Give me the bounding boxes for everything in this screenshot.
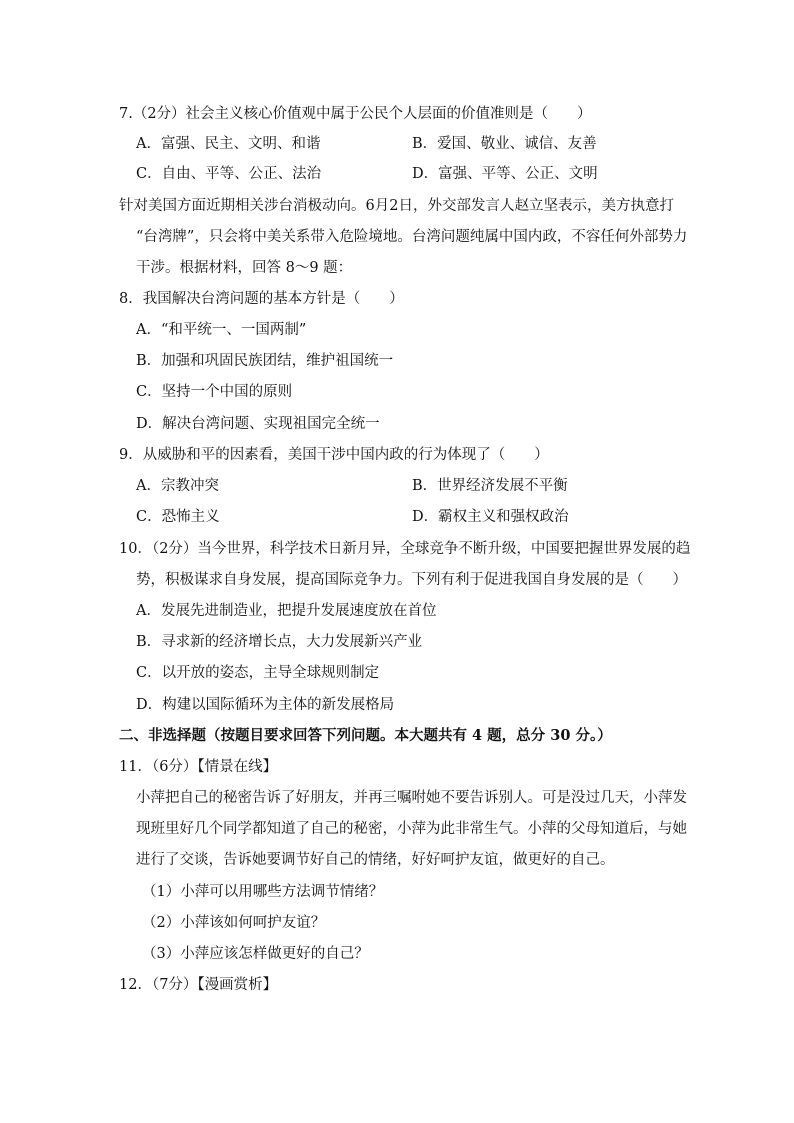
q7-option-b: B．爱国、敬业、诚信、友善 [412,136,597,152]
q7-option-d: D．富强、平等、公正、文明 [412,166,598,182]
q11-subquestion-2: （2）小萍该如何呵护友谊？ [142,915,326,931]
q12-header: 12．（7分）【漫画赏析】 [119,977,278,993]
q10-stem-line-2: 势，积极谋求自身发展，提高国际竞争力。下列有利于促进我国自身发展的是（ ） [136,572,687,588]
material-line-1: 针对美国方面近期相关涉台消极动向。6月2日，外交部发言人赵立坚表示，美方执意打 [119,198,674,214]
q11-subquestion-3: （3）小萍应该怎样做更好的自己？ [142,946,369,962]
q9-option-c: C．恐怖主义 [136,509,220,525]
q10-option-c: C．以开放的姿态，主导全球规则制定 [136,665,380,681]
q10-stem-line-1: 10．（2分）当今世界，科学技术日新月异，全球竞争不断升级，中国要把握世界发展的趋 [119,541,691,557]
q11-header: 11．（6分）【情景在线】 [119,759,278,775]
q7-stem: 7.（2分）社会主义核心价值观中属于公民个人层面的价值准则是（ ） [119,106,592,122]
q10-option-a: A．发展先进制造业，把提升发展速度放在首位 [136,603,437,619]
q11-paragraph-line-1: 小萍把自己的秘密告诉了好朋友，并再三嘱咐她不要告诉别人。可是没过几天，小萍发 [136,790,687,806]
material-line-2: “台湾牌”，只会将中美关系带入危险境地。台湾问题纯属中国内政，不容任何外部势力 [136,229,688,245]
q9-stem: 9．从威胁和平的因素看，美国干涉中国内政的行为体现了（ ） [119,447,549,463]
q8-option-b: B．加强和巩固民族团结，维护祖国统一 [136,353,394,369]
section-heading: 二、非选择题（按题目要求回答下列问题。本大题共有 4 题，总分 30 分。） [119,727,612,744]
q9-option-a: A．宗教冲突 [136,478,219,494]
q7-option-c: C．自由、平等、公正、法治 [136,166,322,182]
q11-subquestion-1: （1）小萍可以用哪些方法调节情绪？ [142,884,384,900]
q8-option-d: D．解决台湾问题、实现祖国完全统一 [136,416,380,432]
q10-option-d: D．构建以国际循环为主体的新发展格局 [136,697,395,713]
q10-option-b: B．寻求新的经济增长点，大力发展新兴产业 [136,634,423,650]
q7-option-a: A．富强、民主、文明、和谐 [136,136,321,152]
q11-paragraph-line-2: 现班里好几个同学都知道了自己的秘密，小萍为此非常生气。小萍的父母知道后，与她 [136,821,687,837]
q8-option-c: C．坚持一个中国的原则 [136,384,293,400]
material-line-3: 干涉。根据材料，回答 8～9 题： [136,260,353,276]
q8-option-a: A．“和平统一、一国两制” [136,322,307,338]
q9-option-b: B．世界经济发展不平衡 [412,478,568,494]
q8-stem: 8．我国解决台湾问题的基本方针是（ ） [119,291,404,307]
q9-option-d: D．霸权主义和强权政治 [412,509,569,525]
q11-paragraph-line-3: 进行了交谈，告诉她要调节好自己的情绪，好好呵护友谊，做更好的自己。 [136,852,615,868]
